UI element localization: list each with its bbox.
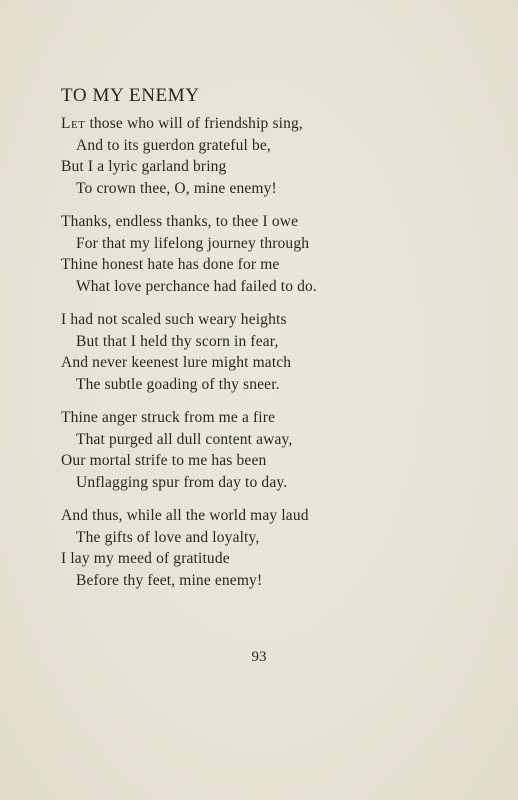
poem-line: But that I held thy scorn in fear, (76, 332, 279, 350)
poem-line: And thus, while all the world may laud (61, 507, 309, 524)
poem-line: I had not scaled such weary heights (61, 311, 287, 328)
drop-word: Let (61, 115, 86, 132)
poem-line: The subtle goading of thy sneer. (76, 375, 280, 393)
poem-line (61, 113, 481, 135)
poem-line: And to its guerdon grateful be, (76, 136, 271, 154)
poem-line: Thanks, endless thanks, to thee I owe (61, 213, 299, 230)
poem-line: And never keenest lure might match (61, 354, 292, 371)
poem-line: To crown thee, O, mine enemy! (76, 179, 277, 197)
poem-body (61, 113, 481, 603)
line-text: those who will of friendship sing, (85, 115, 303, 132)
stanza-1 (61, 113, 481, 199)
poem-line: Thine honest hate has done for me (61, 256, 280, 273)
poem-line: Thine anger struck from me a fire (61, 409, 276, 426)
stanza-5 (61, 505, 481, 591)
stanza-3 (61, 309, 481, 395)
poem-title: TO MY ENEMY (61, 85, 200, 106)
poem-line: Before thy feet, mine enemy! (76, 571, 263, 589)
poem-line: That purged all dull content away, (76, 430, 293, 448)
poem-line: Unflagging spur from day to day. (76, 473, 288, 491)
poem-line: The gifts of love and loyalty, (76, 528, 260, 546)
poem-line: What love perchance had failed to do. (76, 277, 317, 295)
stanza-2 (61, 211, 481, 297)
stanza-4 (61, 407, 481, 493)
page-number: 93 (251, 649, 267, 665)
poem-line: But I a lyric garland bring (61, 158, 227, 175)
poem-line: Our mortal strife to me has been (61, 452, 267, 469)
poem-line: For that my lifelong journey through (76, 234, 310, 252)
poem-line: I lay my meed of gratitude (61, 550, 230, 567)
